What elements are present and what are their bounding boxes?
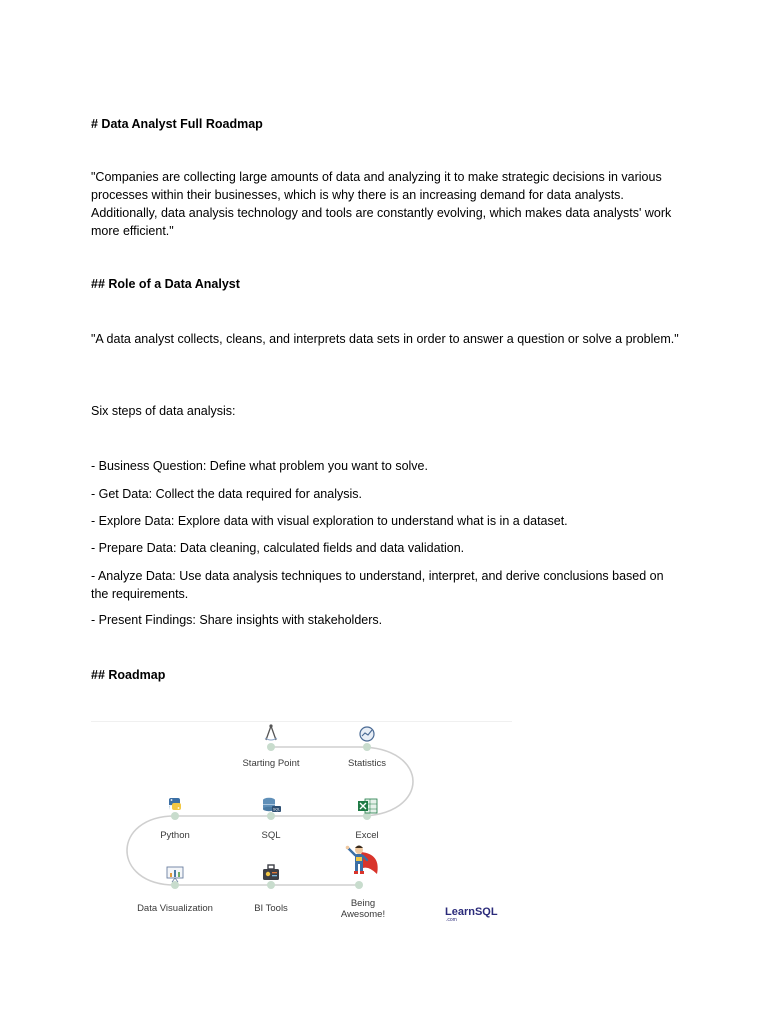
intro-quote: "Companies are collecting large amounts of data and analyzing it to make strategic decisions in various processes within their businesses, which is why there is an increasing demand for data analysts. Additionally, data analysis technology and tools are constantly evolving, which makes data analysts' work more efficient." bbox=[91, 170, 672, 238]
database-icon bbox=[263, 798, 281, 812]
step-item: - Get Data: Collect the data required for analysis. bbox=[91, 487, 362, 501]
node-dot-bi-tools bbox=[267, 881, 275, 889]
brand-name: LearnSQL bbox=[445, 906, 498, 918]
svg-text:SQL: SQL bbox=[272, 807, 281, 812]
node-label-sql: SQL bbox=[261, 830, 281, 841]
node-dot-starting-point bbox=[267, 743, 275, 751]
bi-toolbox-icon bbox=[263, 865, 279, 880]
role-quote: "A data analyst collects, cleans, and interprets data sets in order to answer a question or solve a problem." bbox=[91, 332, 679, 346]
compass-icon bbox=[265, 724, 277, 740]
node-label-awesome: Awesome! bbox=[340, 909, 386, 920]
document-title: # Data Analyst Full Roadmap bbox=[91, 117, 263, 131]
chart-board-icon bbox=[167, 867, 183, 882]
node-dot-statistics bbox=[363, 743, 371, 751]
step-item: - Present Findings: Share insights with stakeholders. bbox=[91, 613, 383, 627]
node-label-data-visualization: Data Visualization bbox=[137, 903, 213, 914]
roadmap-svg bbox=[91, 722, 512, 924]
steps-heading: Six steps of data analysis: bbox=[91, 404, 236, 418]
node-label-statistics: Statistics bbox=[347, 758, 387, 769]
chart-globe-icon bbox=[360, 727, 374, 741]
node-label-being: Being bbox=[350, 898, 376, 909]
python-icon bbox=[169, 798, 181, 810]
node-label-starting-point: Starting Point bbox=[242, 758, 300, 769]
superhero-icon bbox=[346, 846, 378, 875]
step-item: - Analyze Data: Use data analysis techniques to understand, interpret, and derive conclusions based on the requirements. bbox=[91, 569, 664, 601]
learnsql-logo bbox=[445, 906, 498, 923]
step-item: - Business Question: Define what problem you want to solve. bbox=[91, 459, 428, 473]
roadmap-heading: ## Roadmap bbox=[91, 668, 166, 682]
node-dot-python bbox=[171, 812, 179, 820]
node-dot-data-visualization bbox=[171, 881, 179, 889]
node-label-excel: Excel bbox=[355, 830, 379, 841]
node-dot-being-awesome bbox=[355, 881, 363, 889]
node-label-python: Python bbox=[160, 830, 190, 841]
step-item: - Prepare Data: Data cleaning, calculated fields and data validation. bbox=[91, 541, 465, 555]
roadmap-figure bbox=[91, 721, 512, 924]
step-item: - Explore Data: Explore data with visual exploration to understand what is in a dataset. bbox=[91, 514, 568, 528]
role-heading: ## Role of a Data Analyst bbox=[91, 277, 240, 291]
excel-icon bbox=[358, 799, 377, 813]
node-label-bi-tools: BI Tools bbox=[254, 903, 288, 914]
node-dot-sql bbox=[267, 812, 275, 820]
brand-suffix: .com bbox=[446, 917, 457, 923]
